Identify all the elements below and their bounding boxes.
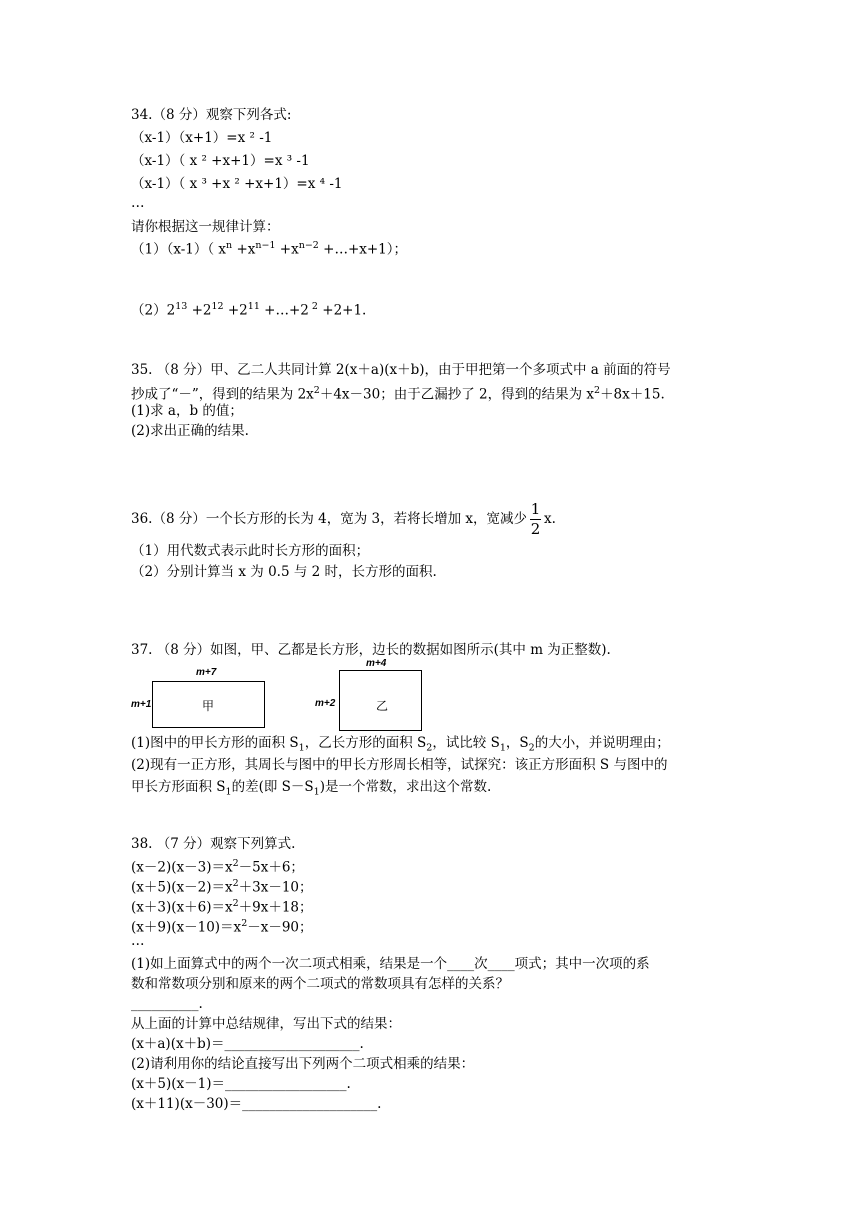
yi-left-label: m+2 xyxy=(315,698,336,709)
q36-line1: 36.（8 分）一个长方形的长为 4，宽为 3，若将长增加 x，宽减少 $\frac{1}{2}$ x. xyxy=(131,500,556,538)
q37-part2-cont: 甲长方形面积 $S_1$的差(即 $S-S_1$)是一个常数，求出这个常数. xyxy=(131,779,492,798)
q38-result1: (x＋5)(x－1)＝__________________. xyxy=(131,1076,351,1092)
q37-line1: 37. （8 分）如图，甲、乙都是长方形，边长的数据如图所示(其中 m 为正整数). xyxy=(131,642,611,658)
q34-dots: … xyxy=(131,195,145,211)
q38-result2: (x＋11)(x－30)＝____________________. xyxy=(131,1096,382,1112)
q34-part2: $(2)2^{13} +2^{12} +2^{11}$ +…+2 $^2$ +2+1. xyxy=(131,301,367,319)
q38-eq2: $(x+5)(x-2)=x^2+3x-10$； xyxy=(131,878,313,896)
q37-part1: (1)图中的甲长方形的面积 $S_1$，乙长方形的面积 $S_2$，试比较 $S_1$，$S_2$的大小，并说明理由； xyxy=(131,735,670,754)
q38-part1-blank: __________. xyxy=(131,996,203,1012)
q38-eq4: $(x+9)(x-10)=x^2-x-90$； xyxy=(131,918,313,936)
q37-part2: (2)现有一正方形，其周长与图中的甲长方形周长相等，试探究：该正方形面积 S 与图中的 xyxy=(131,757,668,773)
jia-name: 甲 xyxy=(202,699,215,713)
q38-part1-line2: 数和常数项分别和原来的两个二项式的常数项具有怎样的关系？ xyxy=(131,976,509,992)
jia-left-label: m+1 xyxy=(131,699,152,710)
q38-title: 38. （7 分）观察下列算式. xyxy=(131,836,296,852)
q34-prompt: 请你根据这一规律计算： xyxy=(131,219,280,235)
q35-part2: (2)求出正确的结果. xyxy=(131,423,249,439)
q35-line1: 35. （8 分）甲、乙二人共同计算 2(x＋a)(x＋b)，由于甲把第一个多项式中 a 前面的符号 xyxy=(131,362,671,378)
q38-eq1: $(x-2)(x-3)=x^2-5x+6$； xyxy=(131,858,304,876)
q38-part1-line1: (1)如上面算式中的两个一次二项式相乘，结果是一个____次____项式；其中一次项的系 xyxy=(131,956,650,972)
q34-title: 34.（8 分）观察下列各式: xyxy=(131,107,292,123)
q35-part1: (1)求 a，b 的值； xyxy=(131,403,243,419)
yi-top-label: m+4 xyxy=(366,658,387,669)
q36-part2: （2）分别计算当 x 为 0.5 与 2 时，长方形的面积. xyxy=(131,564,437,580)
q38-summary: 从上面的计算中总结规律，写出下式的结果： xyxy=(131,1016,401,1032)
q38-part2: (2)请利用你的结论直接写出下列两个二项式相乘的结果： xyxy=(131,1056,475,1072)
q34-part1: （1）（x-1）（ $x^n +x^{n-1} +x^{n-2}$ +…+x+1）； xyxy=(131,240,408,258)
q36-part1: （1）用代数式表示此时长方形的面积； xyxy=(131,543,370,559)
jia-top-label: m+7 xyxy=(196,667,217,678)
q38-dots: … xyxy=(131,933,145,949)
q34-eq3: （x-1）（ x ³ +x ² +x+1）=x ⁴ -1 xyxy=(131,176,343,192)
q38-general-result: (x＋a)(x＋b)＝____________________. xyxy=(131,1036,364,1052)
q34-eq1: （x-1）（x+1）=x ² -1 xyxy=(131,130,273,146)
q38-eq3: $(x+3)(x+6)=x^2+9x+18$； xyxy=(131,898,313,916)
q34-eq2: （x-1）（ x ² +x+1）=x ³ -1 xyxy=(131,153,310,169)
yi-name: 乙 xyxy=(376,699,389,713)
one-half-fraction: $\frac{1}{2}$ xyxy=(530,500,541,538)
q35-line2: 抄成了“－”，得到的结果为 $2x^2+4x-30$；由于乙漏抄了 2，得到的结果为 $x^2+8x+15$. xyxy=(131,385,665,403)
